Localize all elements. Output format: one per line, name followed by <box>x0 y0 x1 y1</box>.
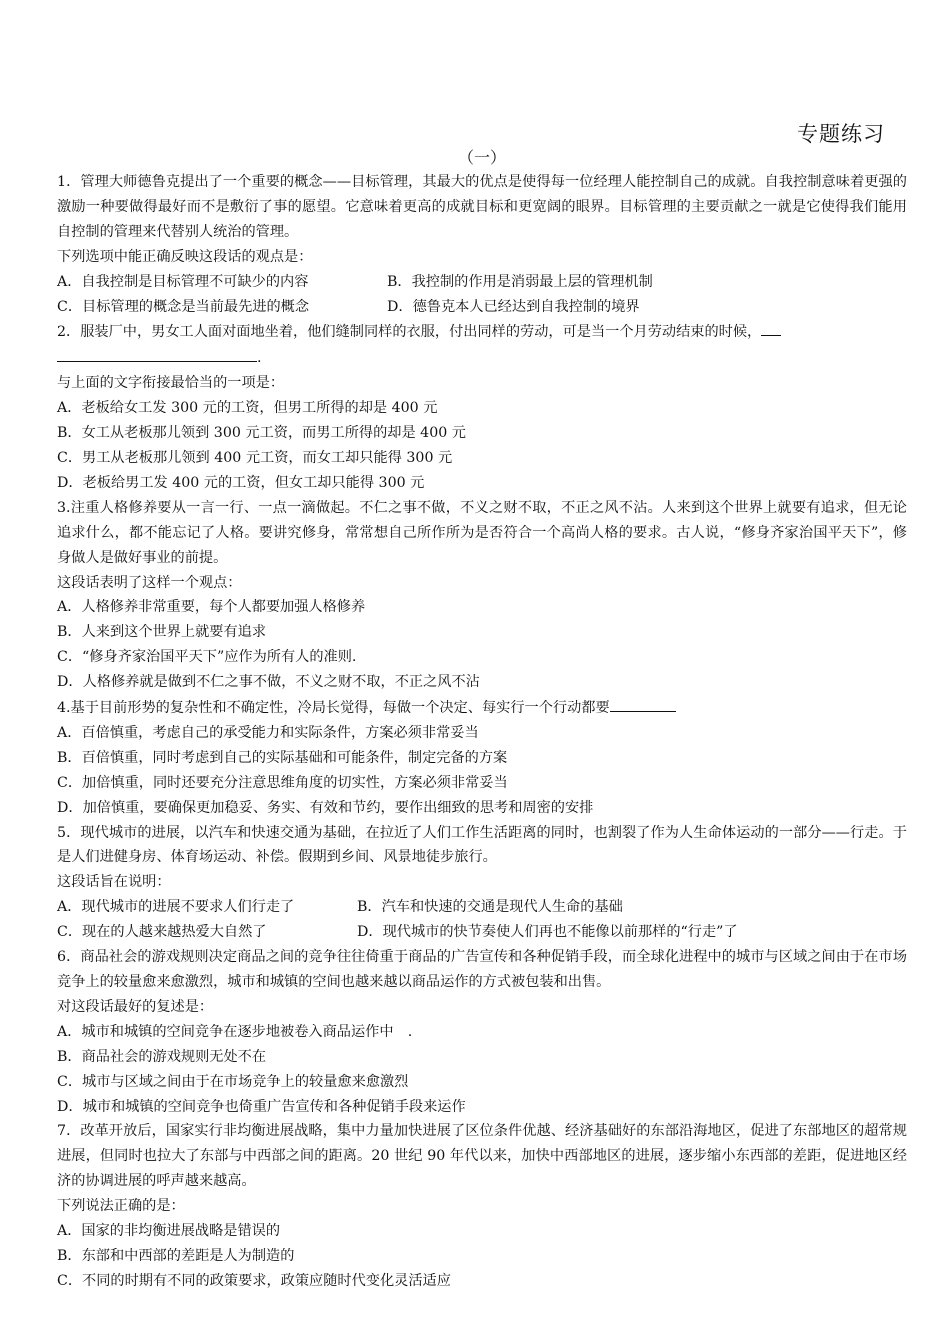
option-a: A．老板给女工发 300 元的工资，但男工所得的却是 400 元 <box>57 400 438 417</box>
question-3-text: 3.注重人格修养要从一言一行、一点一滴做起。不仁之事不做，不义之财不取，不正之风不沾。人来到这个世界上就要有追求，但无论追求什么，都不能忘记了人格。要讲究修身，常常想自己所作所为是否符合一个高尚人格的要求。古人说，“修身齐家治国平天下”，修身做人是做好事业的前提。 <box>57 499 907 566</box>
question-7-text: 7．改革开放后，国家实行非均衡进展战略，集中力量加快进展了区位条件优越、经济基础好的东部沿海地区，促进了东部地区的超常规进展，但同时也拉大了东部与中西部之间的距离。20 世纪 90 年代以来，加快中西部地区的进展，逐步缩小东西部的差距，促进地区经济的协调进展的呼声越来越高。 <box>57 1123 907 1190</box>
option-b: B．东部和中西部的差距是人为制造的 <box>57 1247 295 1264</box>
option-c: C．目标管理的概念是当前最先进的概念 <box>57 298 310 315</box>
answer-blank <box>761 319 781 336</box>
option-b: B．汽车和快速的交通是现代人生命的基础 <box>357 899 623 916</box>
page-title: 专题练习 <box>797 122 885 146</box>
question-1-prompt: 下列选项中能正确反映这段话的观点是： <box>57 248 313 265</box>
question-2-prompt: 与上面的文字衔接最恰当的一项是： <box>57 375 285 392</box>
question-list <box>57 170 907 1294</box>
option-a: A．自我控制是目标管理不可缺少的内容 <box>57 273 309 290</box>
option-b: B．我控制的作用是消弱最上层的管理机制 <box>387 273 653 290</box>
question-1-text: 1．管理大师德鲁克提出了一个重要的概念——目标管理，其最大的优点是使得每一位经理人能控制自己的成就。自我控制意味着更强的激励一种要做得最好而不是敷衍了事的愿望。它意味着更高的成就目标和更宽阔的眼界。目标管理的主要贡献之一就是它使得我们能用自控制的管理来代替别人统治的管理。 <box>57 174 907 240</box>
option-a: A．城市和城镇的空间竞争在逐步地被卷入商品运作中 . <box>57 1023 413 1040</box>
option-d: D．城市和城镇的空间竞争也倚重广告宣传和各种促销手段来运作 <box>57 1098 466 1115</box>
question-2-end: . <box>257 350 262 367</box>
option-c: C．“修身齐家治国平天下”应作为所有人的准则. <box>57 649 357 666</box>
question-5-prompt: 这段话旨在说明： <box>57 874 171 891</box>
option-a: A．百倍慎重，考虑自己的承受能力和实际条件，方案必须非常妥当 <box>57 724 479 741</box>
option-d: D．加倍慎重，要确保更加稳妥、务实、有效和节约，要作出细致的思考和周密的安排 <box>57 799 594 816</box>
option-b: B．人来到这个世界上就要有追求 <box>57 624 267 641</box>
question-1-options-row-2 <box>57 295 907 320</box>
option-c: C．男工从老板那儿领到 400 元工资，而女工却只能得 300 元 <box>57 449 453 466</box>
option-b: B．百倍慎重，同时考虑到自己的实际基础和可能条件，制定完备的方案 <box>57 749 508 766</box>
option-d: D．人格修养就是做到不仁之事不做，不义之财不取，不正之风不沾 <box>57 674 480 691</box>
option-a: A．国家的非均衡进展战略是错误的 <box>57 1223 281 1240</box>
option-d: D．现代城市的快节奏使人们再也不能像以前那样的“行走”了 <box>357 924 738 941</box>
option-a: A．人格修养非常重要，每个人都要加强人格修养 <box>57 599 366 616</box>
question-4-stem: 4.基于目前形势的复杂性和不确定性，冷局长觉得，每做一个决定、每实行一个行动都要 <box>57 700 610 717</box>
question-6-text: 6．商品社会的游戏规则决定商品之间的竞争往往倚重于商品的广告宣传和各种促销手段，而全球化进程中的城市与区域之间由于在市场竞争上的较量愈来愈激烈，城市和城镇的空间也越来越以商品运作的方式被包装和出售。 <box>57 949 907 990</box>
question-7-prompt: 下列说法正确的是： <box>57 1198 185 1215</box>
option-a: A．现代城市的进展不要求人们行走了 <box>57 899 295 916</box>
section-number: （一） <box>457 148 506 167</box>
option-b: B．女工从老板那儿领到 300 元工资，而男工所得的却是 400 元 <box>57 425 466 442</box>
question-2-text <box>57 319 907 371</box>
question-5-options-row-2 <box>57 920 907 945</box>
question-4-text <box>57 695 907 721</box>
question-2-stem: 2．服装厂中，男女工人面对面地坐着，他们缝制同样的衣服，付出同样的劳动，可是当一个月劳动结束的时候， <box>57 324 762 341</box>
option-d: D．德鲁克本人已经达到自我控制的境界 <box>387 298 640 315</box>
question-6-prompt: 对这段话最好的复述是： <box>57 998 214 1015</box>
question-5-text: 5．现代城市的进展，以汽车和快速交通为基础，在拉近了人们工作生活距离的同时，也割裂了作为人生命体运动的一部分——行走。于是人们进健身房、体育场运动、补偿。假期到乡间、风景地徒步旅行。 <box>57 824 907 866</box>
answer-blank <box>610 695 676 712</box>
question-1-options-row-1 <box>57 270 907 295</box>
answer-blank-continued <box>57 345 257 362</box>
option-c: C．城市与区域之间由于在市场竞争上的较量愈来愈激烈 <box>57 1073 409 1090</box>
question-3-prompt: 这段话表明了这样一个观点： <box>57 574 242 591</box>
option-b: B．商品社会的游戏规则无处不在 <box>57 1048 267 1065</box>
option-c: C．现在的人越来越热爱大自然了 <box>57 924 267 941</box>
question-5-options-row-1 <box>57 895 907 920</box>
option-c: C．加倍慎重，同时还要充分注意思维角度的切实性，方案必须非常妥当 <box>57 774 508 791</box>
option-c: C．不同的时期有不同的政策要求，政策应随时代变化灵活适应 <box>57 1272 451 1289</box>
option-d: D．老板给男工发 400 元的工资，但女工却只能得 300 元 <box>57 474 425 491</box>
